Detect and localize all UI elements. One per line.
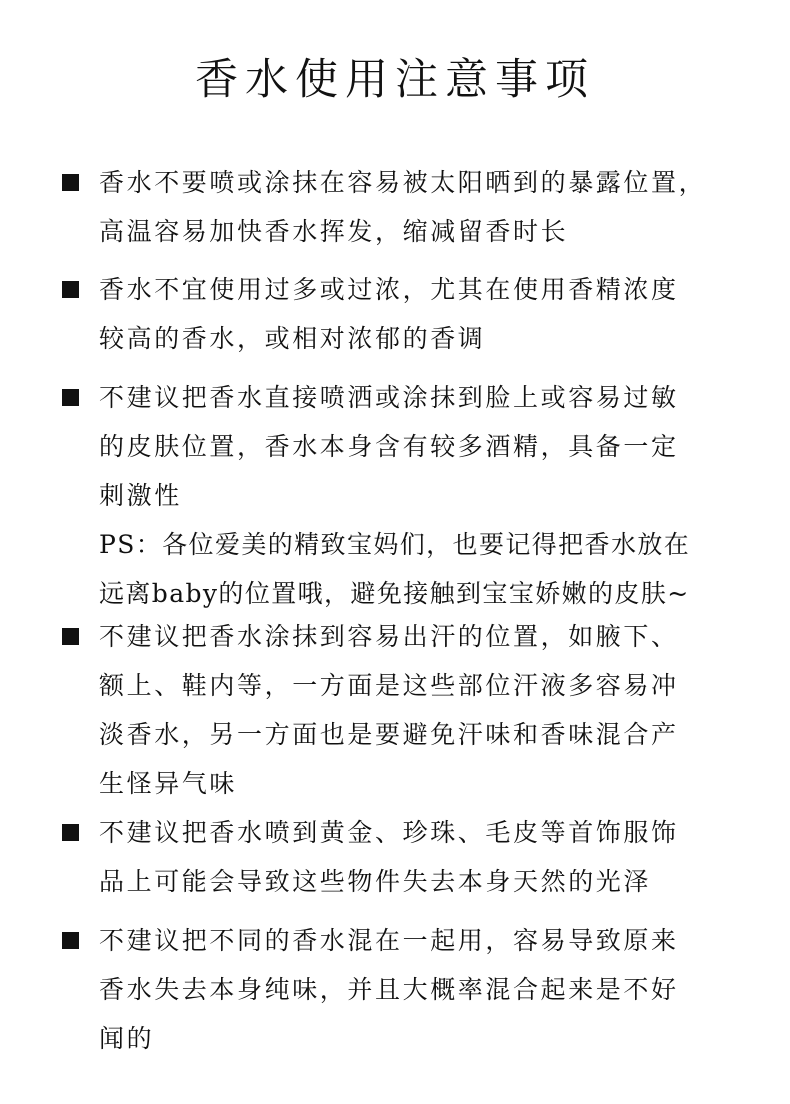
notice-line: 香水不宜使用过多或过浓，尤其在使用香精浓度	[99, 275, 679, 304]
notice-line: 的皮肤位置，香水本身含有较多酒精，具备一定	[99, 432, 679, 461]
notice-text	[99, 373, 762, 618]
notice-line: 额上、鞋内等，一方面是这些部位汗液多容易冲	[99, 671, 679, 700]
notice-text	[99, 808, 762, 906]
notice-text	[99, 612, 762, 808]
notice-line: 高温容易加快香水挥发，缩减留香时长	[99, 217, 569, 246]
notice-line: 不建议把香水喷到黄金、珍珠、毛皮等首饰服饰	[99, 818, 679, 847]
square-bullet-icon	[62, 174, 79, 191]
square-bullet-icon	[62, 824, 79, 841]
notice-line: 刺激性	[99, 481, 182, 510]
ps-line: 远离baby的位置哦，避免接触到宝宝娇嫩的皮肤~	[99, 579, 690, 608]
square-bullet-icon	[62, 281, 79, 298]
notice-line: 香水不要喷或涂抹在容易被太阳晒到的暴露位置，	[99, 168, 707, 197]
notice-line: 不建议把不同的香水混在一起用，容易导致原来	[99, 926, 679, 955]
square-bullet-icon	[62, 932, 79, 949]
notice-line: 不建议把香水直接喷洒或涂抹到脸上或容易过敏	[99, 383, 679, 412]
notice-line: 不建议把香水涂抹到容易出汗的位置，如腋下、	[99, 622, 679, 651]
notice-line: 闻的	[99, 1024, 155, 1053]
notice-item-4	[62, 612, 762, 808]
notice-text	[99, 916, 762, 1063]
notice-item-3	[62, 373, 762, 618]
square-bullet-icon	[62, 628, 79, 645]
notice-line: 较高的香水，或相对浓郁的香调	[99, 324, 486, 353]
notice-line: 品上可能会导致这些物件失去本身天然的光泽	[99, 867, 652, 896]
notice-line: 生怪异气味	[99, 769, 238, 798]
ps-note	[99, 520, 762, 618]
notice-item-6	[62, 916, 762, 1063]
page-title: 香水使用注意事项	[195, 55, 595, 105]
notice-item-5	[62, 808, 762, 906]
square-bullet-icon	[62, 389, 79, 406]
notice-item-2	[62, 265, 762, 363]
notice-line: 淡香水，另一方面也是要避免汗味和香味混合产	[99, 720, 679, 749]
notice-text	[99, 265, 762, 363]
notice-item-1	[62, 158, 762, 256]
ps-line: PS：各位爱美的精致宝妈们，也要记得把香水放在	[99, 530, 691, 559]
notice-text	[99, 158, 762, 256]
notice-line: 香水失去本身纯味，并且大概率混合起来是不好	[99, 975, 679, 1004]
